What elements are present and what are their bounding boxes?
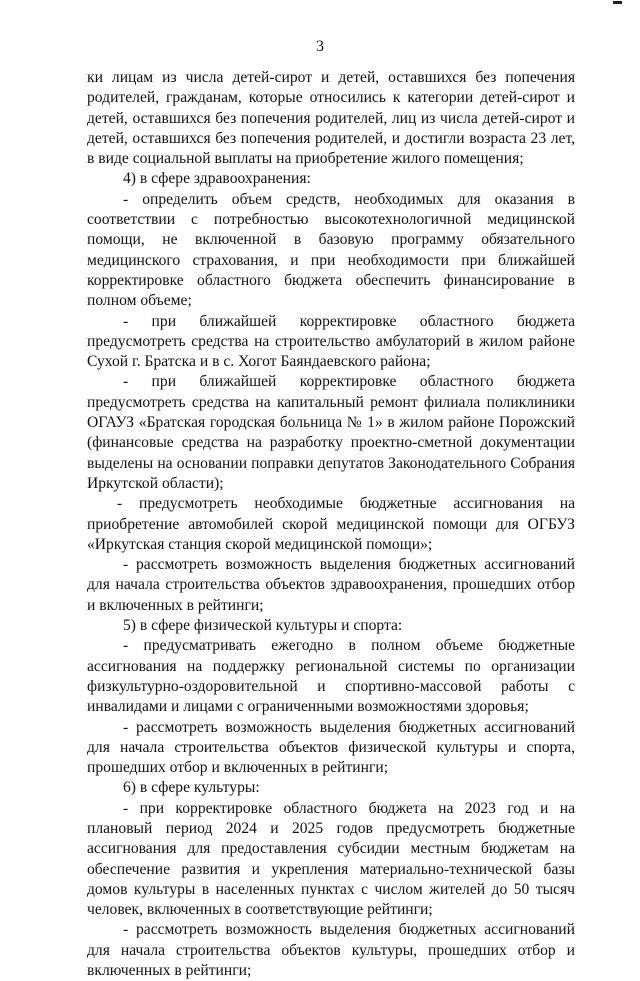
section-heading-sport: 5) в сфере физической культуры и спорта: — [123, 617, 403, 635]
paragraph-culture-construction: - рассмотреть возможность выделения бюджетных ассигнований для начала строительства объектов культуры, прошедших отбор и включенных в рейтинги; — [87, 921, 575, 980]
section-heading-culture: 6) в сфере культуры: — [123, 779, 260, 797]
document-body — [87, 68, 575, 981]
scan-mark-icon — [610, 0, 624, 6]
paragraph-healthcare-hightech: - определить объем средств, необходимых для оказания в соответствии с потребностью высокотехнологичной медицинской помощи, не включенной в базовую программу обязательного медицинского страхования, и при необходимости при ближайшей корректировке областного бюджета обеспечить финансирование в полном объеме; — [87, 190, 575, 310]
page-number: 3 — [316, 38, 324, 55]
paragraph-healthcare-construction: - рассмотреть возможность выделения бюджетных ассигнований для начала строительства объектов здравоохранения, прошедших отбор и включенных в рейтинги; — [87, 556, 575, 614]
section-heading-healthcare: 4) в сфере здравоохранения: — [123, 170, 311, 188]
paragraph-healthcare-repair: - при ближайшей корректировке областного бюджета предусмотреть средства на капитальный ремонт филиала поликлиники ОГАУЗ «Братская городская больница № 1» в жилом районе Порожский (финансовые средства на разработку проектно-сметной документации выделены на основании поправки депутатов Законодательного Собрания Иркутской области); — [87, 373, 575, 492]
paragraph-sport-support: - предусматривать ежегодно в полном объеме бюджетные ассигнования на поддержку региональной системы по организации физкультурно-оздоровительной и спортивно-массовой работы с инвалидами и лицами с ограниченными возможностями здоровья; — [87, 637, 575, 716]
paragraph-sport-construction: - рассмотреть возможность выделения бюджетных ассигнований для начала строительства объектов физической культуры и спорта, прошедших отбор и включенных в рейтинги; — [87, 718, 575, 777]
paragraph-healthcare-ambulances: - предусмотреть необходимые бюджетные ассигнования на приобретение автомобилей скорой медицинской помощи для ОГБУЗ «Иркутская станция скорой медицинской помощи»; — [87, 495, 575, 553]
paragraph-continuation: ки лицам из числа детей-сирот и детей, оставшихся без попечения родителей, гражданам, которые относились к категории детей-сирот и детей, оставшихся без попечения родителей, лиц из числа детей-сирот и детей, оставшихся без попечения родителей, и достигли возраста 23 лет, в виде социальной выплаты на приобретение жилого помещения; — [87, 69, 575, 168]
paragraph-culture-subsidy: - при корректировке областного бюджета на 2023 год и на плановый период 2024 и 2025 годов предусмотреть бюджетные ассигнования для предоставления субсидии местным бюджетам на обеспечение развития и укрепления материально-технической базы домов культуры в населенных пунктах с числом жителей до 50 тысяч человек, включенных в соответствующие рейтинги; — [87, 799, 575, 919]
paragraph-healthcare-ambulatories: - при ближайшей корректировке областного бюджета предусмотреть средства на строительство амбулаторий в жилом районе Сухой г. Братска и в с. Хогот Баяндаевского района; — [87, 312, 575, 371]
